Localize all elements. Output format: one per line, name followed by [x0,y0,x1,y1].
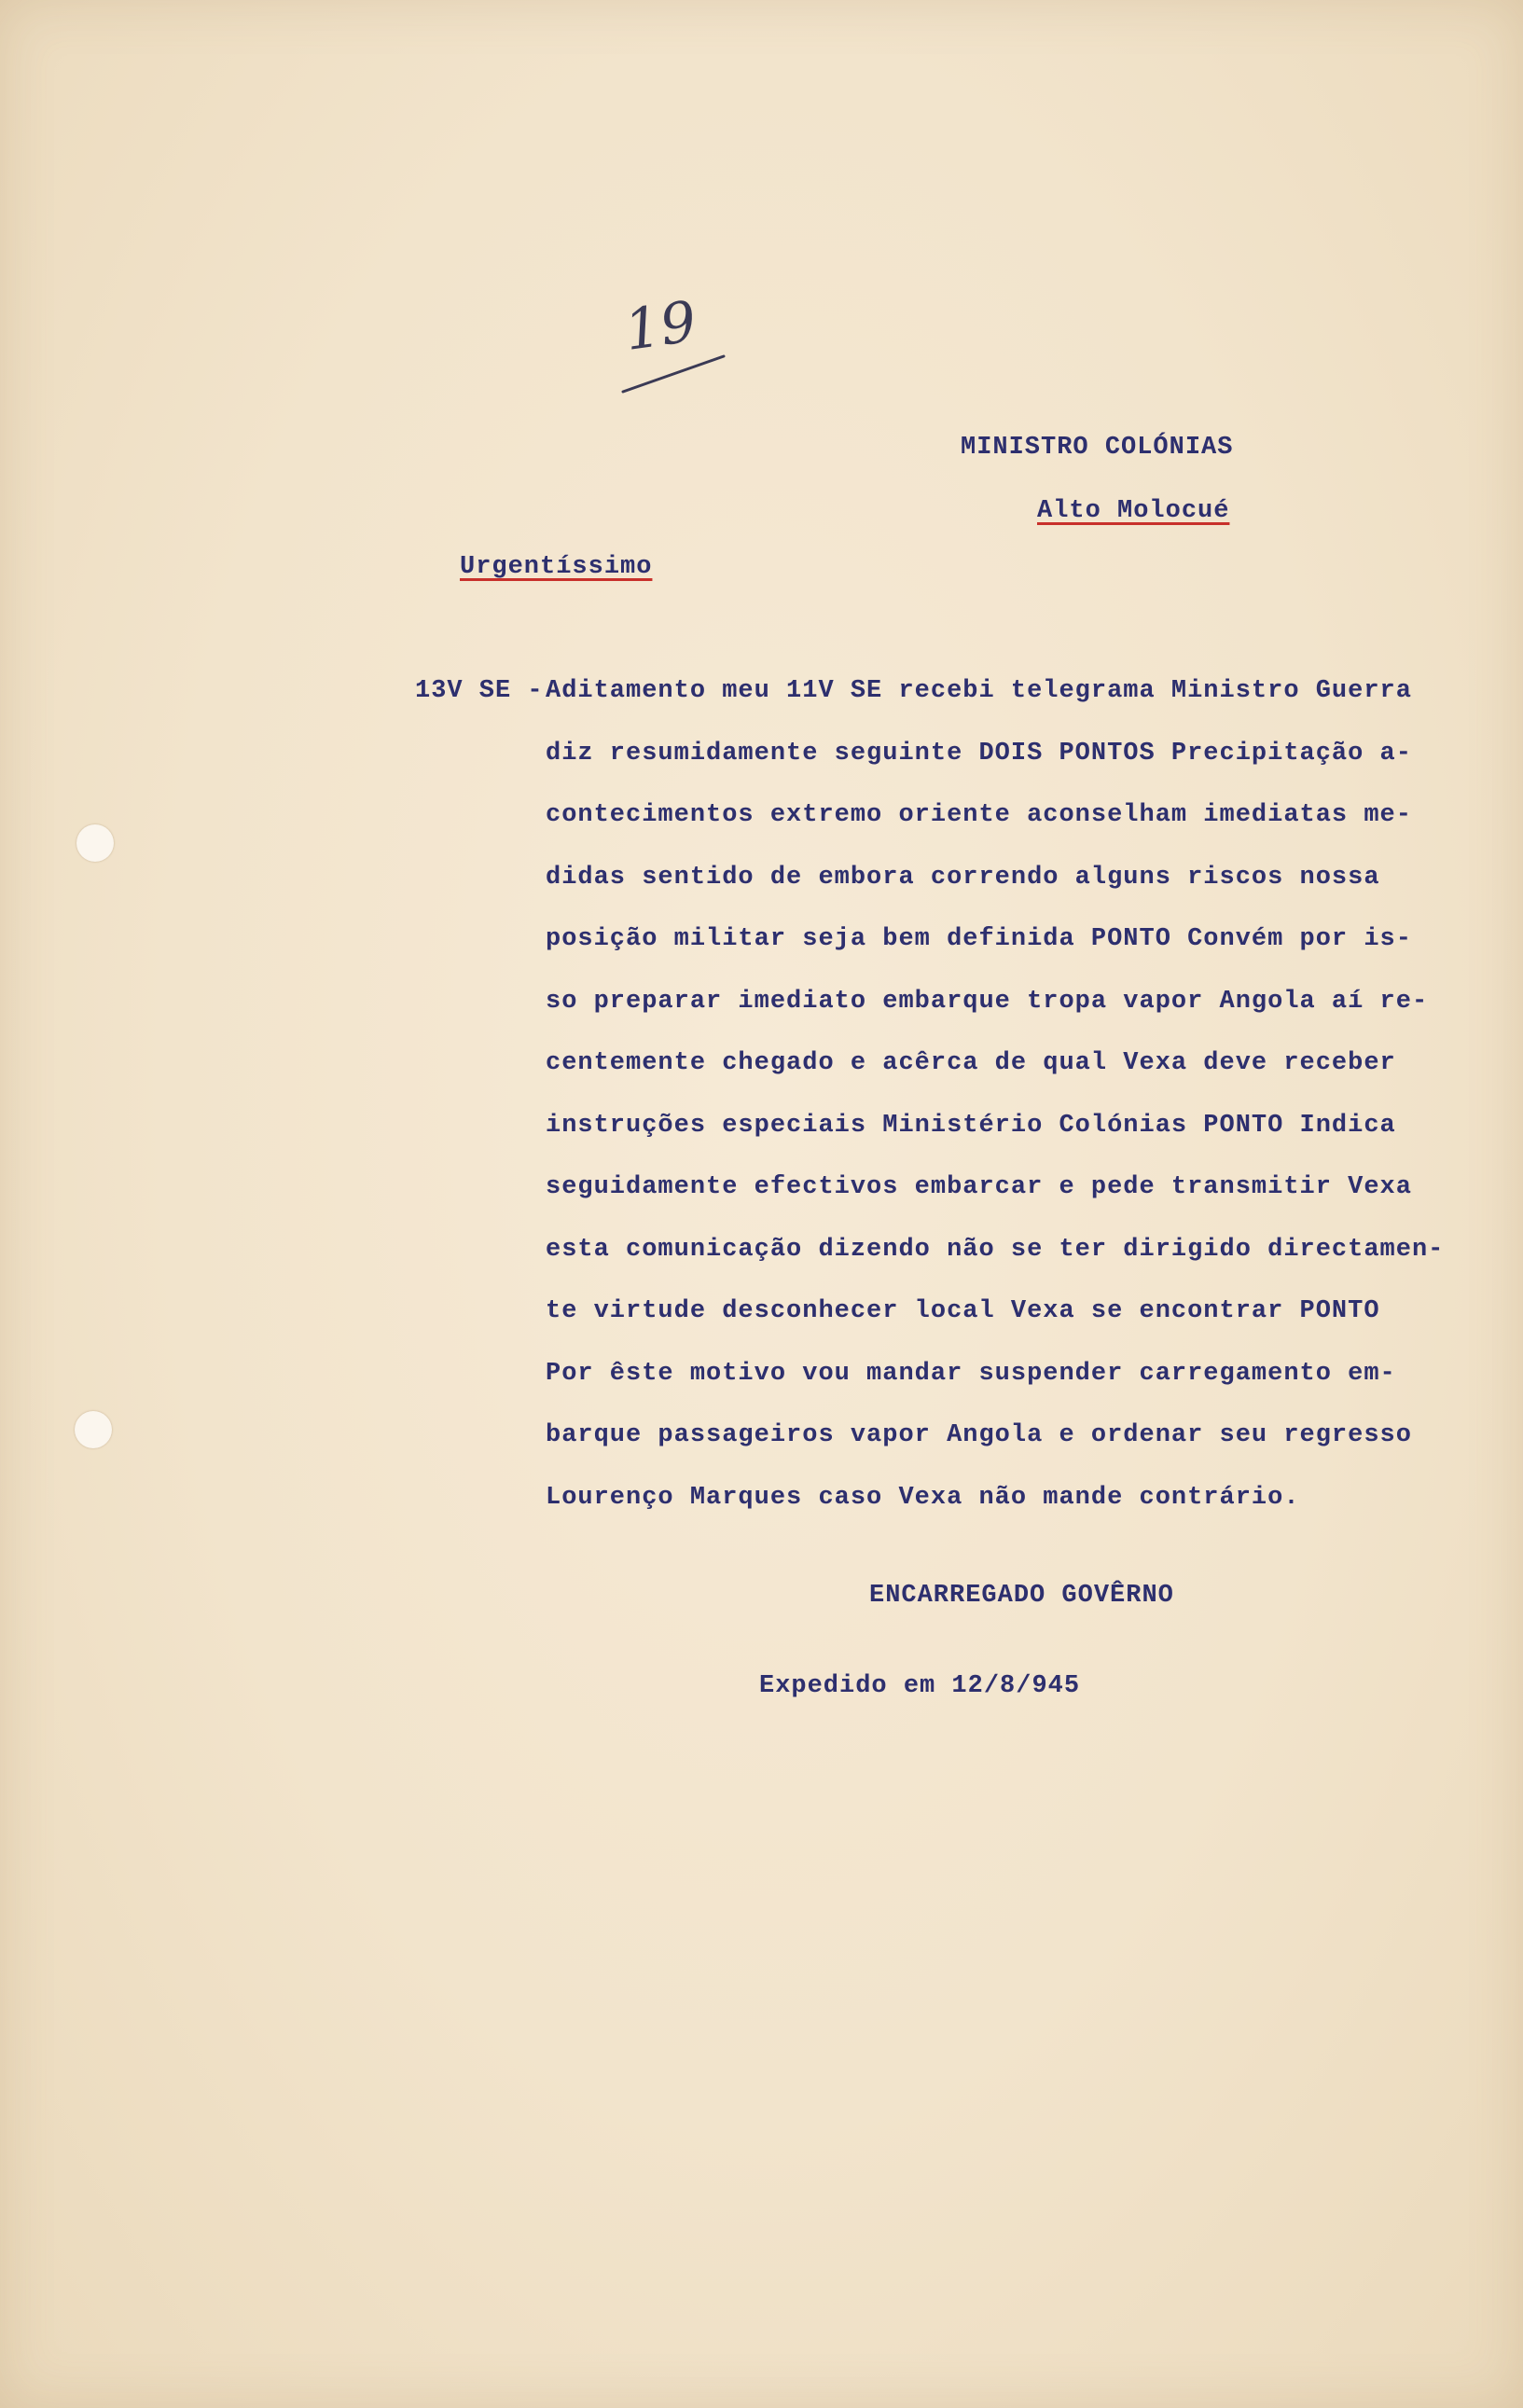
folio-underline-stroke [619,298,741,401]
handwritten-folio-mark [620,289,737,401]
dispatch-date: Expedido em 12/8/945 [759,1672,1081,1700]
priority-label: Urgentíssimo [460,553,653,581]
location-header: Alto Molocué [1037,497,1230,525]
body-line: contecimentos extremo oriente aconselham imediatas me- [546,801,1412,829]
body-line: esta comunicação dizendo não se ter dirigido directamen- [546,1236,1445,1264]
body-line: didas sentido de embora correndo alguns riscos nossa [546,864,1380,892]
recipient-header: MINISTRO COLÓNIAS [961,434,1234,462]
telegram-reference: 13V SE - [415,677,544,705]
body-line: seguidamente efectivos embarcar e pede transmitir Vexa [546,1173,1412,1201]
signature-line: ENCARREGADO GOVÊRNO [869,1582,1174,1610]
body-line: posição militar seja bem definida PONTO Convém por is- [546,925,1412,953]
body-line: Por êste motivo vou mandar suspender carregamento em- [546,1360,1396,1388]
folio-number: 19 [620,289,700,364]
body-line: so preparar imediato embarque tropa vapor Angola aí re- [546,988,1429,1016]
body-line: barque passageiros vapor Angola e ordenar seu regresso [546,1421,1412,1449]
body-line: Lourenço Marques caso Vexa não mande contrário. [546,1484,1300,1512]
punch-hole-lower [75,1411,112,1448]
body-line: centemente chegado e acêrca de qual Vexa deve receber [546,1049,1396,1077]
body-line: te virtude desconhecer local Vexa se encontrar PONTO [546,1297,1380,1325]
body-line: diz resumidamente seguinte DOIS PONTOS Precipitação a- [546,740,1412,768]
punch-hole-upper [76,824,114,862]
body-line: Aditamento meu 11V SE recebi telegrama Ministro Guerra [546,677,1412,705]
body-line: instruções especiais Ministério Colónias PONTO Indica [546,1112,1396,1140]
